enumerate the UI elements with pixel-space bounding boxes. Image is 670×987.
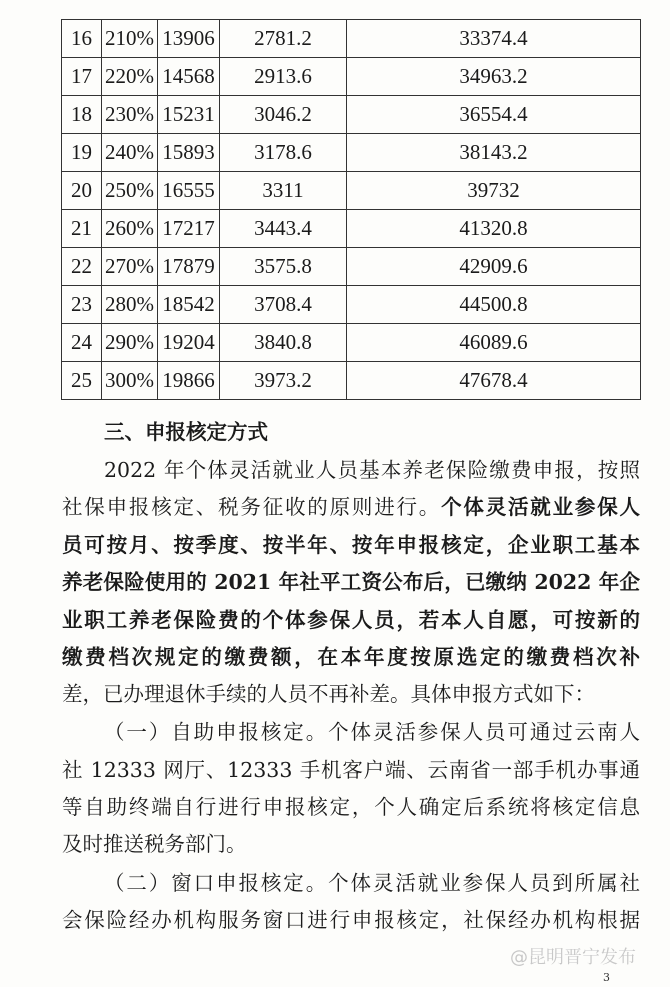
paragraph-line	[62, 679, 640, 709]
table-cell: 44500.8	[347, 286, 641, 324]
table-cell: 19204	[158, 324, 220, 362]
table-cell: 3046.2	[220, 96, 347, 134]
page-number: 3	[603, 971, 610, 984]
text-run: 会保险经办机构服务窗口进行申报核定，社保经办机构根据	[62, 908, 640, 932]
text-run: 员可按月、按季度、按半年、按年申报核定，企业职工基本	[62, 533, 640, 557]
table-cell: 20	[62, 172, 102, 210]
text-run: 差，已办理退休手续的人员不再补差。具体申报方式如下：	[62, 682, 595, 706]
paragraph-line	[62, 829, 640, 859]
table-cell: 34963.2	[347, 58, 641, 96]
text-run: 养老保险使用的 2021 年社平工资公布后，已缴纳 2022 年企	[62, 570, 640, 594]
table-cell: 260%	[102, 210, 158, 248]
text-run: 业职工养老保险费的个体参保人员，若本人自愿，可按新的	[62, 608, 640, 632]
table-cell: 3443.4	[220, 210, 347, 248]
text-run: 2022 年个体灵活就业人员基本养老保险缴费申报，按照	[104, 458, 640, 482]
paragraph-line	[62, 642, 640, 672]
table-row	[62, 286, 641, 324]
table-cell: 16	[62, 20, 102, 58]
table-row	[62, 362, 641, 400]
table-cell: 250%	[102, 172, 158, 210]
table-cell: 3575.8	[220, 248, 347, 286]
table-cell: 36554.4	[347, 96, 641, 134]
table-cell: 3311	[220, 172, 347, 210]
paragraph-line	[62, 492, 640, 522]
table-cell: 18542	[158, 286, 220, 324]
paragraph-line	[104, 717, 640, 747]
table-row	[62, 134, 641, 172]
table-cell: 3178.6	[220, 134, 347, 172]
table-cell: 24	[62, 324, 102, 362]
table-cell: 300%	[102, 362, 158, 400]
text-run: 社 12333 网厅、12333 手机客户端、云南省一部手机办事通	[62, 758, 640, 782]
table-cell: 39732	[347, 172, 641, 210]
text-run: 社保申报核定、税务征收的原则进行。	[62, 495, 442, 519]
paragraph-line	[62, 792, 640, 822]
text-run: 等自助终端自行进行申报核定，个人确定后系统将核定信息	[62, 795, 640, 819]
table-cell: 21	[62, 210, 102, 248]
paragraph-line	[62, 605, 640, 635]
table-row	[62, 324, 641, 362]
table-row	[62, 210, 641, 248]
table-cell: 22	[62, 248, 102, 286]
text-run: 缴费档次规定的缴费额，在本年度按原选定的缴费档次补	[62, 645, 640, 669]
table-row	[62, 248, 641, 286]
paragraph-line	[62, 530, 640, 560]
watermark: @昆明晋宁发布	[510, 947, 636, 968]
paragraph-line	[62, 567, 640, 597]
table-cell: 210%	[102, 20, 158, 58]
paragraph-line	[62, 905, 640, 935]
table-cell: 2913.6	[220, 58, 347, 96]
table-cell: 25	[62, 362, 102, 400]
table-cell: 46089.6	[347, 324, 641, 362]
table-cell: 15893	[158, 134, 220, 172]
text-run: 个体灵活就业参保人	[441, 495, 641, 519]
table-cell: 33374.4	[347, 20, 641, 58]
contribution-table	[61, 19, 641, 400]
table-cell: 290%	[102, 324, 158, 362]
table-cell: 17217	[158, 210, 220, 248]
table-cell: 47678.4	[347, 362, 641, 400]
paragraph-line	[104, 455, 640, 485]
paragraph-line	[104, 868, 640, 898]
table-cell: 18	[62, 96, 102, 134]
table-cell: 14568	[158, 58, 220, 96]
table-cell: 42909.6	[347, 248, 641, 286]
table-cell: 38143.2	[347, 134, 641, 172]
table-cell: 2781.2	[220, 20, 347, 58]
table-cell: 220%	[102, 58, 158, 96]
table-cell: 13906	[158, 20, 220, 58]
table-row	[62, 58, 641, 96]
text-run: 及时推送税务部门。	[62, 832, 247, 856]
table-cell: 41320.8	[347, 210, 641, 248]
text-run: （二）窗口申报核定。个体灵活就业参保人员到所属社	[104, 871, 640, 895]
table-row	[62, 96, 641, 134]
table-cell: 23	[62, 286, 102, 324]
table-cell: 16555	[158, 172, 220, 210]
table-cell: 19	[62, 134, 102, 172]
table-cell: 15231	[158, 96, 220, 134]
table-cell: 230%	[102, 96, 158, 134]
table-cell: 270%	[102, 248, 158, 286]
table-cell: 17	[62, 58, 102, 96]
table-cell: 3973.2	[220, 362, 347, 400]
table-cell: 19866	[158, 362, 220, 400]
table-cell: 3840.8	[220, 324, 347, 362]
paragraph-line	[62, 755, 640, 785]
table-row	[62, 20, 641, 58]
section-heading: 三、申报核定方式	[104, 420, 268, 444]
table-cell: 240%	[102, 134, 158, 172]
table-cell: 17879	[158, 248, 220, 286]
table-cell: 280%	[102, 286, 158, 324]
table-row	[62, 172, 641, 210]
text-run: （一）自助申报核定。个体灵活参保人员可通过云南人	[104, 720, 640, 744]
table-cell: 3708.4	[220, 286, 347, 324]
